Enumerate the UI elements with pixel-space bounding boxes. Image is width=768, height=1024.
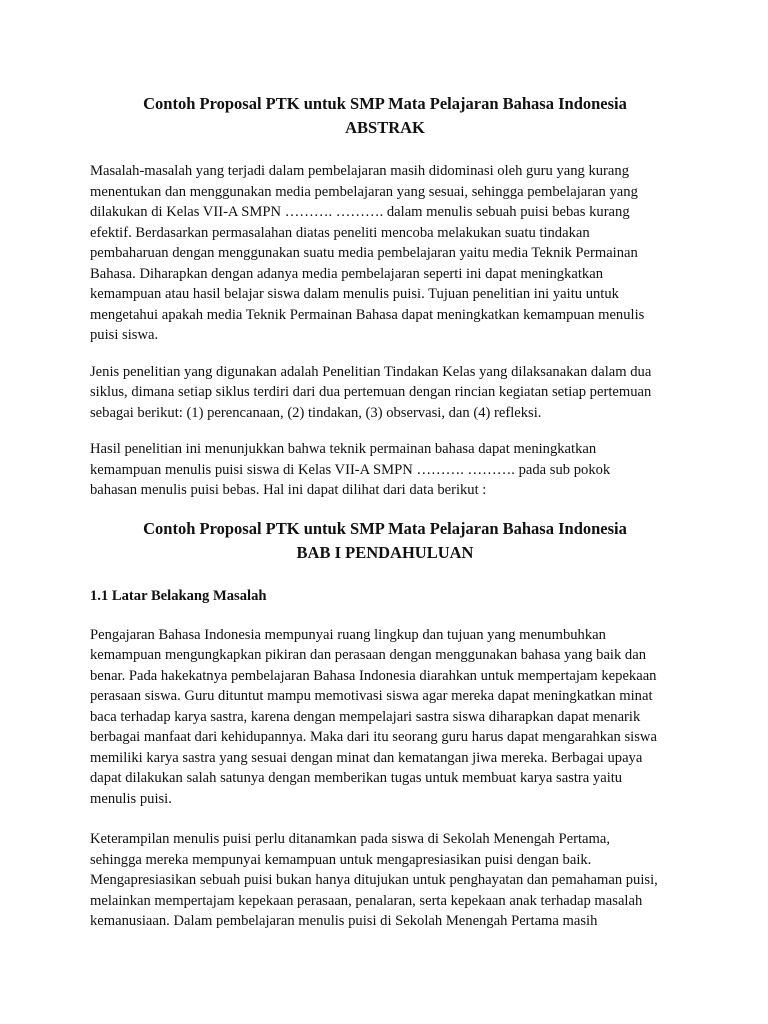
body-paragraph [90,829,680,932]
title-subline: ABSTRAK [345,118,425,137]
title-line: Contoh Proposal PTK untuk SMP Mata Pelajaran Bahasa Indonesia [143,94,627,113]
text-line: siklus, dimana setiap siklus terdiri dari dua pertemuan dengan rincian kegiatan setiap pertemuan [90,384,652,400]
title-line: Contoh Proposal PTK untuk SMP Mata Pelajaran Bahasa Indonesia [143,518,627,538]
document-title-abstract [90,92,680,140]
text-line: dapat dilakukan salah satunya dengan memberikan tugas untuk membuat karya sastra yaitu [90,770,623,786]
text-line: Hasil penelitian ini menunjukkan bahwa teknik permainan bahasa dapat meningkatkan [90,441,597,457]
document-title-chapter [90,517,680,565]
text-line: kemampuan atau hasil belajar siswa dalam menulis puisi. Tujuan penelitian ini yaitu untuk [90,286,619,302]
text-line: berbagai manfaat dari kehidupannya. Maka dari itu seorang guru harus dapat mengarahkan siswa [90,729,657,745]
abstract-paragraph [90,161,680,346]
text-line: kemampuan mengungkapkan pikiran dan perasaan dengan menggunakan bahasa yang baik dan [90,647,646,663]
text-line: sehingga mereka mempunyai kemampuan untuk mengapresiasikan puisi dengan baik. [90,851,592,868]
section-heading: 1.1 Latar Belakang Masalah [90,587,267,604]
text-line: menentukan dan menggunakan media pembelajaran yang sesuai, sehingga pembelajaran yang [90,183,638,200]
text-line: puisi siswa. [90,327,159,343]
text-line: efektif. Berdasarkan permasalahan diatas peneliti mencoba melakukan suatu tindakan [90,224,590,241]
text-line: Bahasa. Diharapkan dengan adanya media pembelajaran seperti ini dapat meningkatkan [90,265,604,282]
text-line: sebagai berikut: (1) perencanaan, (2) tindakan, (3) observasi, dan (4) refleksi. [90,404,542,421]
text-line: bahasan menulis puisi bebas. Hal ini dapat dilihat dari data berikut : [90,482,487,498]
text-line: menulis puisi. [90,790,172,807]
text-line: Pengajaran Bahasa Indonesia mempunyai ruang lingkup dan tujuan yang menumbuhkan [90,626,606,643]
text-line: Mengapresiasikan sebuah puisi bukan hanya ditujukan untuk penghayatan dan pemahaman puisi, [90,872,658,888]
text-line: Masalah-masalah yang terjadi dalam pembelajaran masih didominasi oleh guru yang kurang [90,163,629,179]
text-line: Keterampilan menulis puisi perlu ditanamkan pada siswa di Sekolah Menengah Pertama, [90,831,610,847]
body-paragraph [90,625,680,810]
text-line: dilakukan di Kelas VII-A SMPN ………. ………. dalam menulis sebuah puisi bebas kurang [90,204,630,220]
document-page [90,92,680,948]
abstract-paragraph [90,439,680,501]
text-line: memiliki karya sastra yang sesuai dengan minat dan kematangan jiwa mereka. Berbagai upaya [90,749,643,766]
title-subline: BAB I PENDAHULUAN [296,542,474,562]
text-line: benar. Pada hakekatnya pembelajaran Bahasa Indonesia diarahkan untuk mempertajam kepekaan [90,667,657,684]
text-line: pembaharuan dengan menggunakan suatu media pembelajaran yaitu media Teknik Permainan [90,245,638,261]
text-line: melainkan mempertajam kepekaan perasaan, penalaran, serta kepekaan anak terhadap masalah [90,892,643,909]
text-line: kemampuan menulis puisi siswa di Kelas VII-A SMPN ………. ………. pada sub pokok [90,461,611,478]
abstract-paragraph [90,362,680,424]
text-line: mengetahui apakah media Teknik Permainan Bahasa dapat meningkatkan kemampuan menulis [90,306,645,323]
text-line: baca terhadap karya sastra, karena dengan mempelajari sastra siswa diharapkan dapat menarik [90,708,641,725]
text-line: Jenis penelitian yang digunakan adalah Penelitian Tindakan Kelas yang dilaksanakan dalam dua [90,363,652,380]
text-line: perasaan siswa. Guru dituntut mampu memotivasi siswa agar mereka dapat meningkatkan minat [90,688,653,704]
text-line: kemanusiaan. Dalam pembelajaran menulis puisi di Sekolah Menengah Pertama masih [90,913,598,929]
